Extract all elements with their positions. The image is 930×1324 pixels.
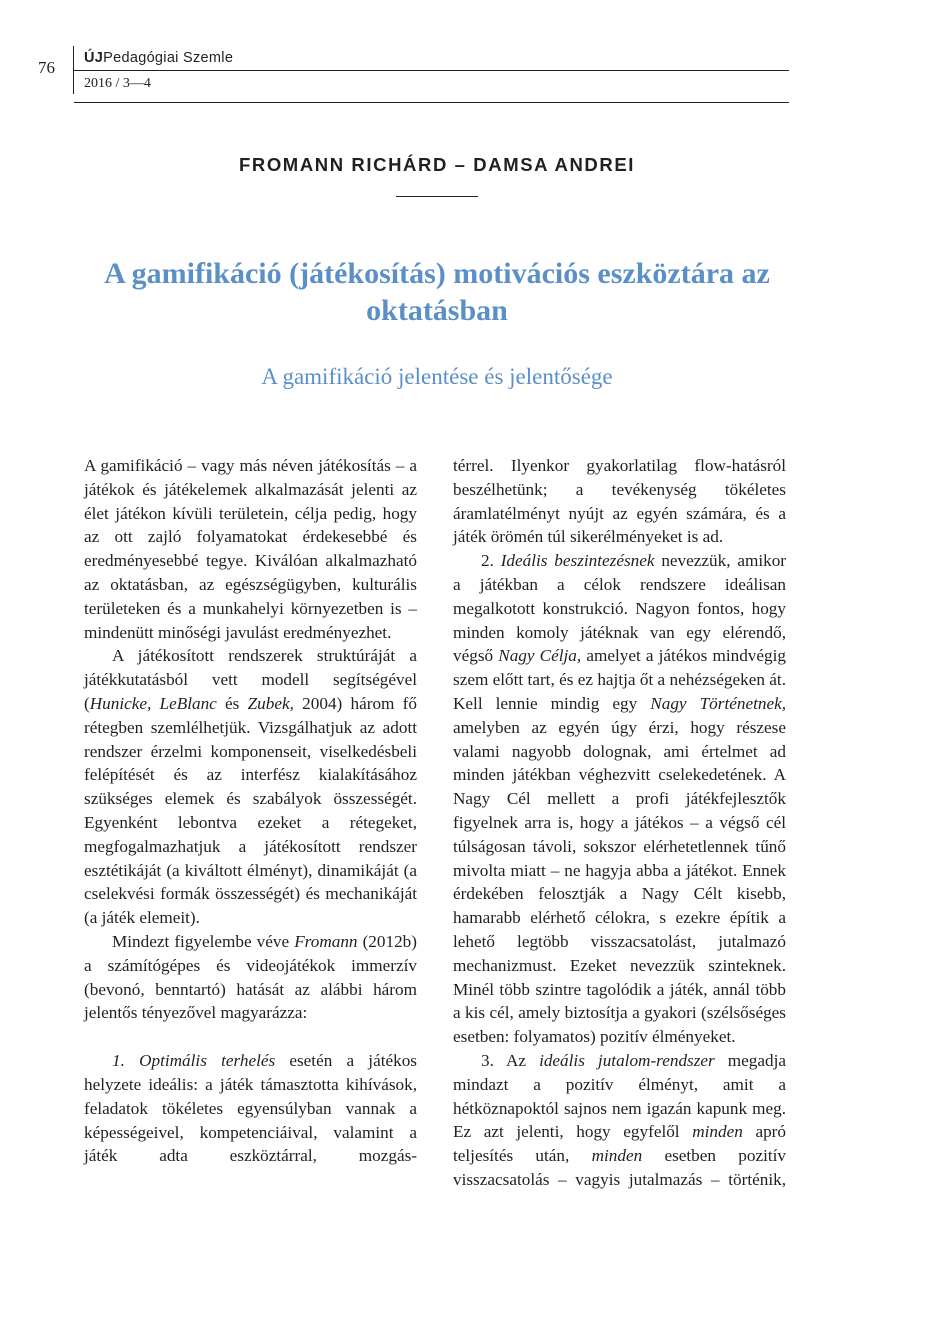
paragraph: 2. Ideális beszintezésnek nevezzük, amikor a játékban a célok rendszere ideálisan megalkotott konstrukció. Nagyon fontos, hogy minden komoly játéknak van egy elérendő, végső Nagy Célja, amelyet a játékos mindvégig szem előtt tart, és ez hajtja őt a nehézségeken át. Kell lennie mindig egy Nagy Történetnek, amelyben az egyén úgy érzi, hogy részese valami nagyobb dolognak, ami értelmet ad minden játékban véghezvitt cselekedetének. A Nagy Cél mellett a profi játékfejlesztők figyelnek arra is, hogy a játékos – a végső cél túlságosan távoli, sokszor elérhetetlennek tűnő mivolta miatt – ne hagyja abba a játékot. Ennek érdekében felosztják a Nagy Célt kisebb, hamarabb elérhető célokra, s ezekre építik a lehető legtöbb visszacsatolást, jutalmazó mechanizmust. Ezeket nevezzük szinteknek. Minél több szintre tagolódik a játék, annál több a kis cél, amely biztosítja a gyakori (szélsőséges esetben: folyamatos) pozitív élményeket. <box>453 551 787 1047</box>
citation: Hunicke, LeBlanc <box>89 693 217 713</box>
journal-title: Pedagógiai Szemle <box>103 50 234 66</box>
term: ideális jutalom-rendszer <box>539 1050 715 1070</box>
paragraph: 3. Az ideális jutalom-rendszer megadja mindazt a pozitív élményt, amit a hétköznapoktól sajnos nem igazán kapunk meg. Ez azt jelenti, hogy egyfelől minden apró teljesítés után, minden esetben pozitív visszacsatolás – vagyis jutalmazás – történik, <box>453 1050 787 1189</box>
emphasis: minden <box>692 1122 743 1142</box>
author-rule <box>396 196 478 197</box>
emphasis: minden <box>591 1146 643 1166</box>
article-subtitle: A gamifikáció jelentése és jelentősége <box>261 364 613 389</box>
term: 1. Optimális terhelés <box>112 1051 276 1071</box>
right-column <box>453 454 786 1192</box>
left-column <box>84 454 417 1168</box>
citation: Fromann <box>294 931 358 951</box>
paragraph: A játékosított rendszerek struktúráját a játékkutatásból vett modell segítségével (Hunicke, LeBlanc és Zubek, 2004) három fő rétegben szemlélhetjük. Vizsgálhatjuk az adott rendszer érzelmi komponenseit, viselkedésbeli felépítését és az interfész kialakításához szükséges elemek és szabályok összességét. Egyenként lebontva ezeket a rétegeket, megfogalmazhatjuk a játékosított rendszer esztétikáját (a kiváltott élményt), dinamikáját (a cselekvési formák összességét) és mechanikáját (a játék elemeit). <box>84 646 417 928</box>
issue-number: 2016 / 3—4 <box>84 76 151 91</box>
paragraph: térrel. Ilyenkor gyakorlatilag flow-hatásról beszélhetünk; a tevékenység tökéletes áramlatélményt nyújt az egyén számára, és a játék örömén túl sikerélményeket is ad. <box>453 456 786 547</box>
paragraph: 1. Optimális terhelés esetén a játékos helyzete ideális: a játék támasztotta kihívások, feladatok tökéletes egyensúlyban vannak a képességeivel, kompetenciáival, valamint a játék adta eszköztárral, mozgás- <box>84 1051 417 1166</box>
term: Nagy Történetnek, <box>650 693 786 713</box>
paragraph: A gamifikáció – vagy más néven játékosítás – a játékok és játékelemek alkalmazását jelenti az élet játékon kívüli területein, célja pedig, hogy az ott zajló folyamatokat érdekesebbé és eredményesebbé tegye. Kiválóan alkalmazható az oktatásban, az egészségügyben, kulturális területeken és a munkahelyi környezetben is – mindenütt minőségi javulást eredményezhet. <box>84 456 417 642</box>
header-rule-bottom <box>74 102 789 103</box>
term: Ideális beszintezésnek <box>500 551 655 571</box>
term: Nagy Célja, <box>498 646 582 666</box>
header-rule-top <box>74 70 789 71</box>
page-number: 76 <box>38 58 55 77</box>
journal-prefix: ÚJ <box>84 50 104 66</box>
citation: Zubek, <box>247 693 294 713</box>
authors: FROMANN RICHÁRD – DAMSA ANDREI <box>238 154 636 175</box>
paragraph: Mindezt figyelembe véve Fromann (2012b) a számítógépes és videojátékok immerzív (bevonó, benntartó) hatását az alábbi három jelentős tényezővel magyarázza: <box>84 931 417 1023</box>
journal-name <box>84 50 233 66</box>
article-title: A gamifikáció (játékosítás) motivációs eszköztára az oktatásban <box>104 257 770 327</box>
